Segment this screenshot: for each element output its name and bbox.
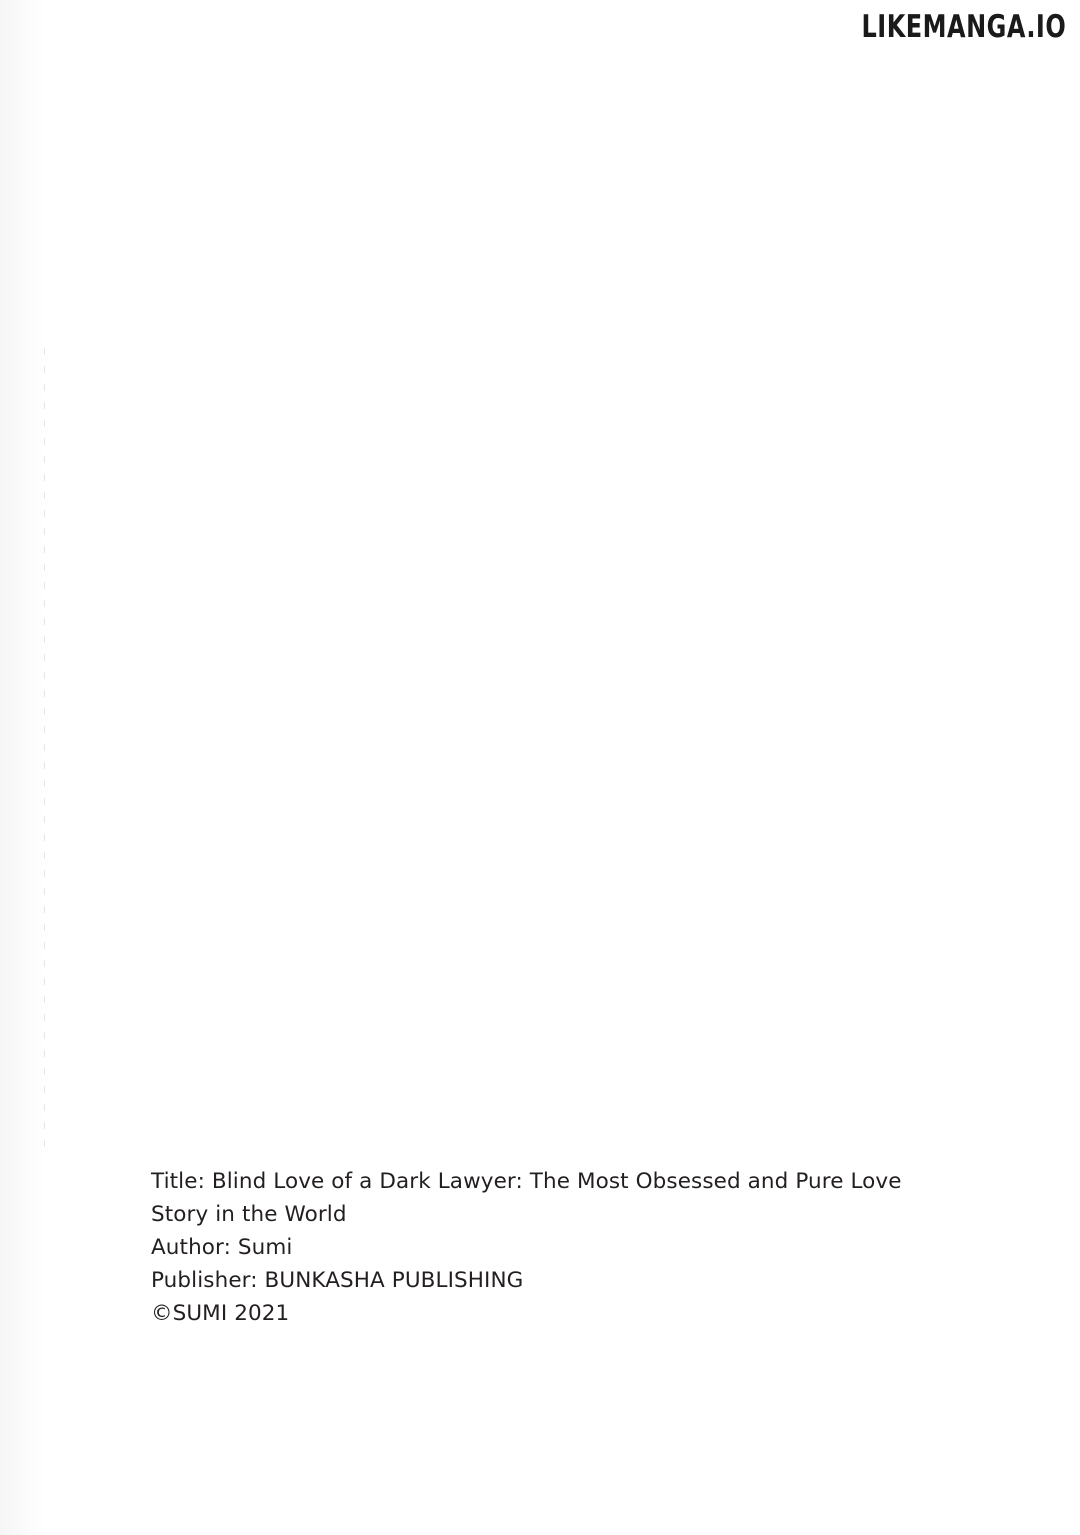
credits-copyright: ©SUMI 2021 [151, 1301, 290, 1326]
credits-publisher: Publisher: BUNKASHA PUBLISHING [151, 1268, 524, 1293]
credits-title: Title: Blind Love of a Dark Lawyer: The Most Obsessed and Pure Love Story in the World [151, 1169, 909, 1227]
site-watermark: LIKEMANGA.IO [861, 8, 1066, 45]
page-edge-texture [44, 348, 45, 1148]
page-edge-shading [0, 0, 46, 1535]
credits-block [151, 1165, 951, 1330]
credits-author: Author: Sumi [151, 1235, 293, 1260]
